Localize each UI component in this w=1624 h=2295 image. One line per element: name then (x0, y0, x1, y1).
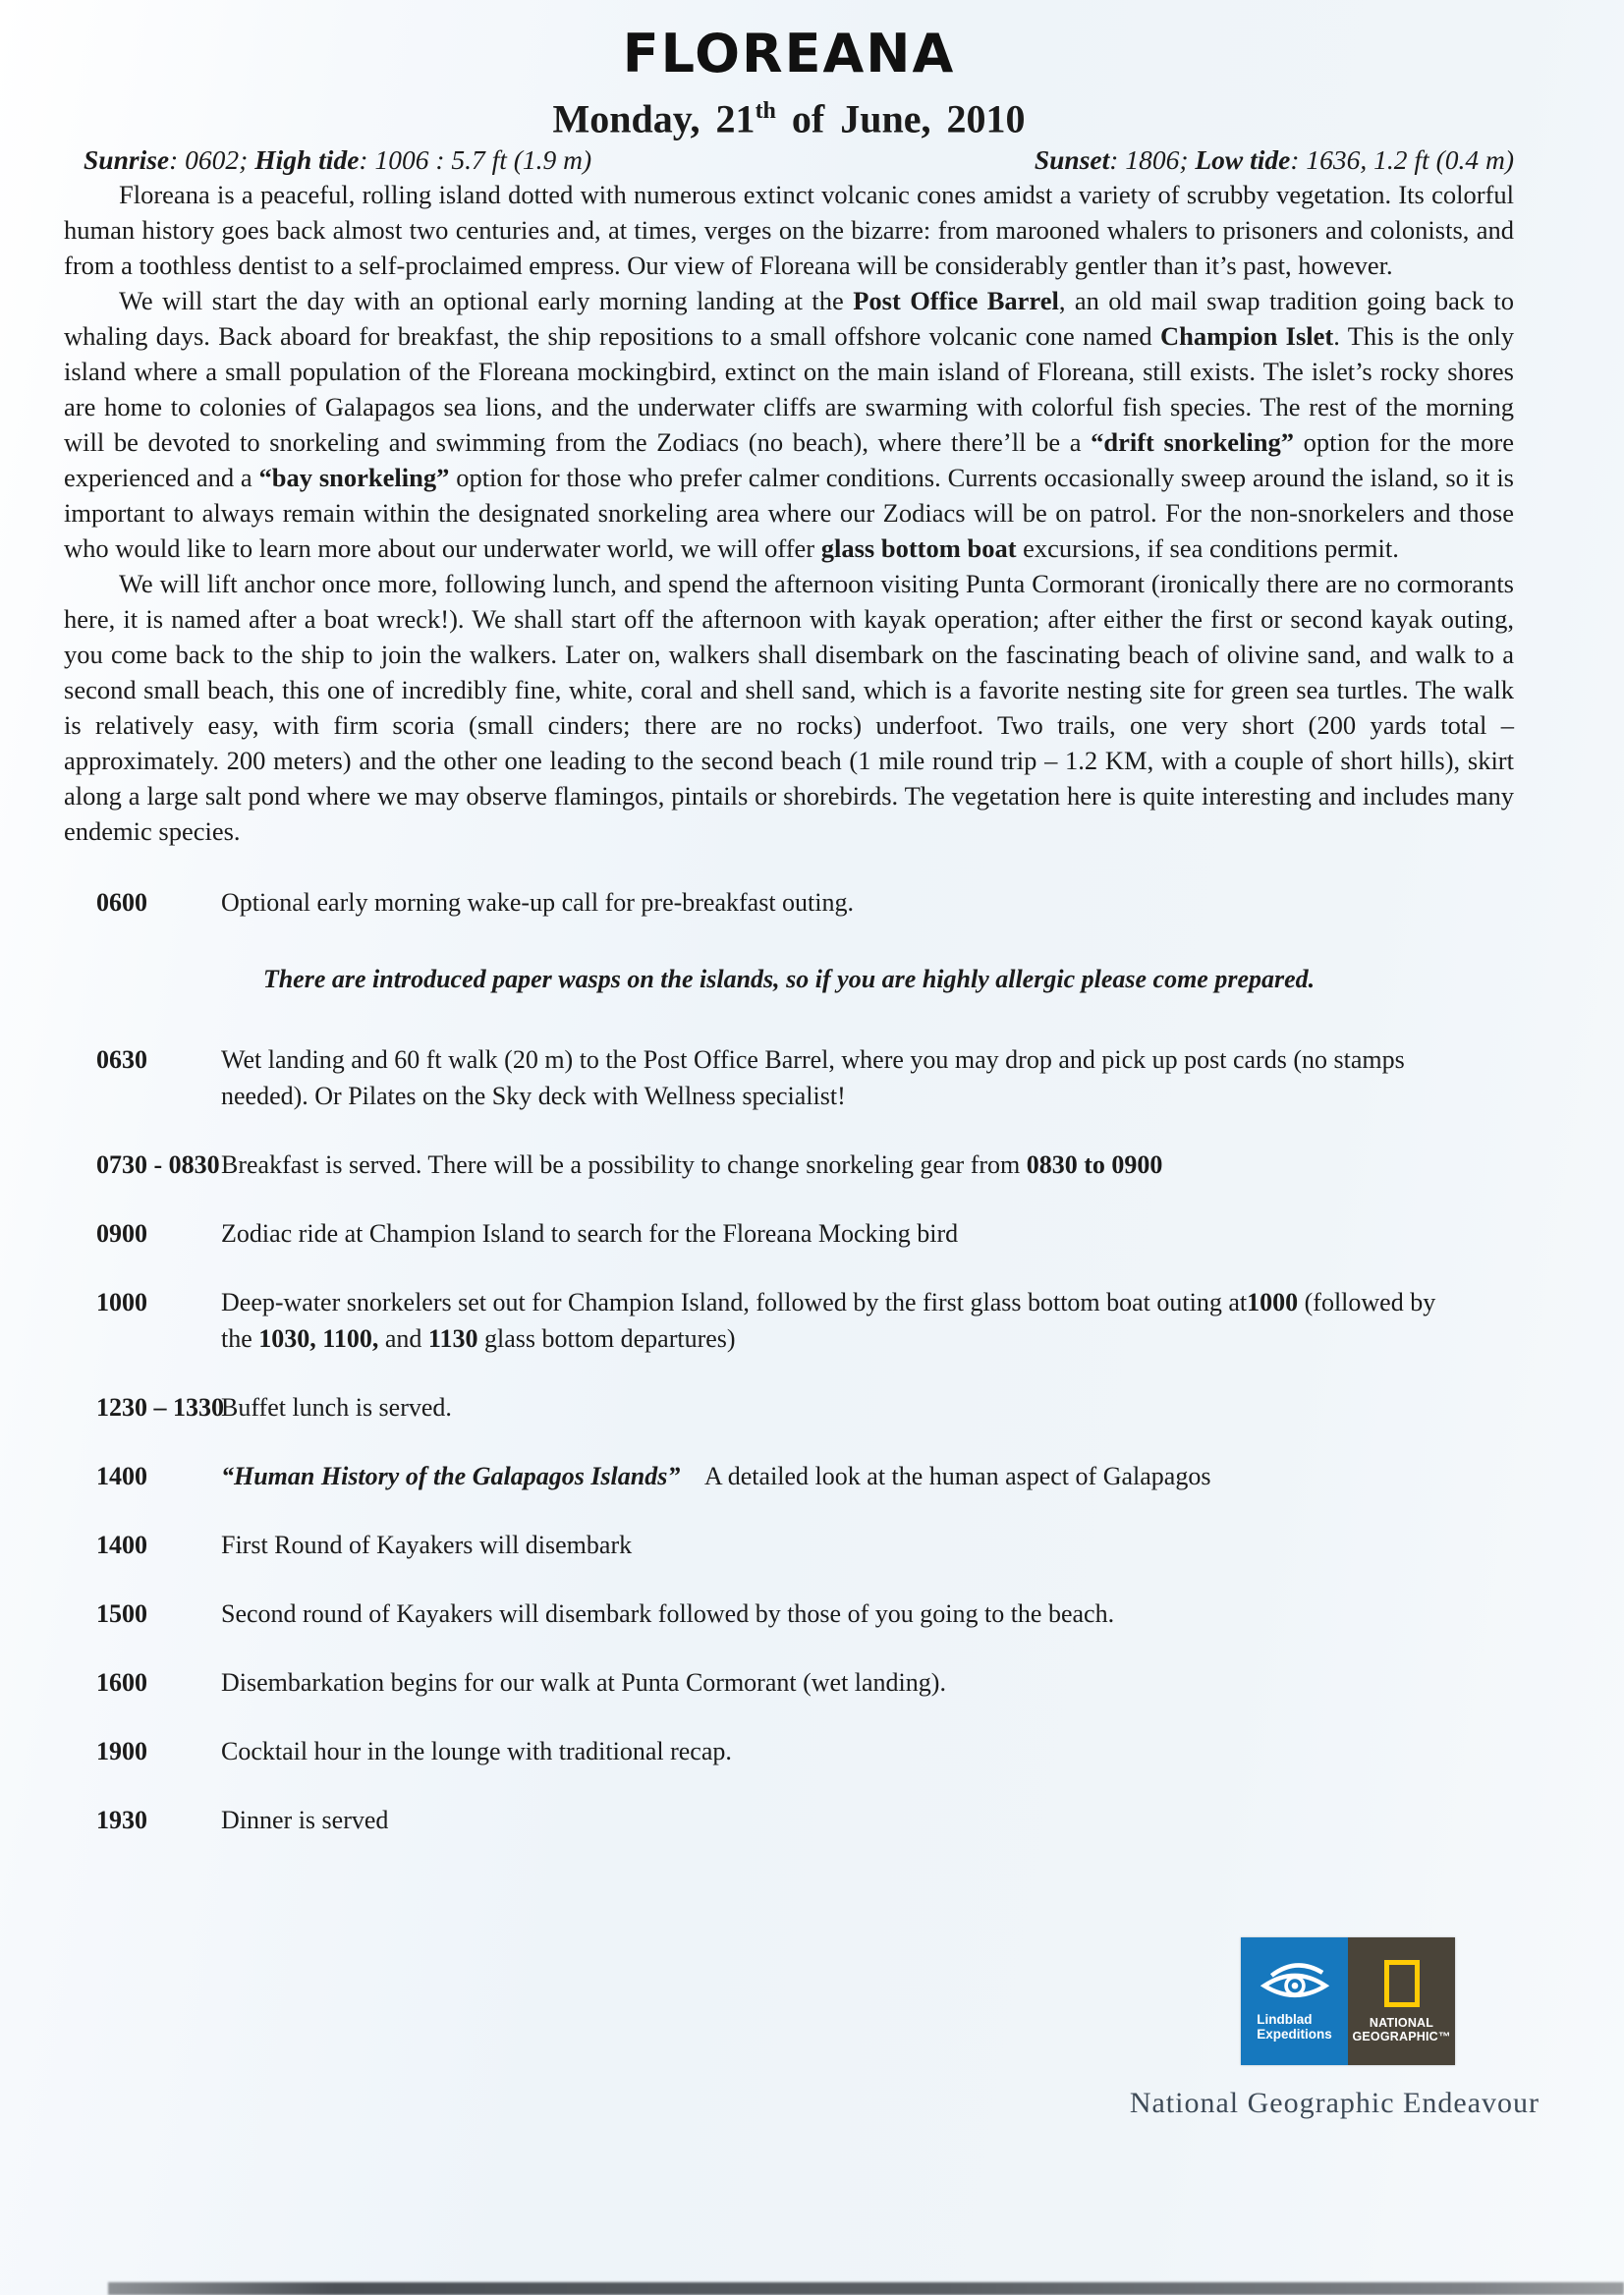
text-segment: A detailed look at the human aspect of Galapagos (680, 1462, 1211, 1491)
sunset-low-tide (1035, 143, 1514, 177)
scan-bottom-edge (108, 2282, 1624, 2295)
text-segment: option for the more experienced and a (64, 427, 1514, 493)
natgeo-yellow-frame-icon (1384, 1960, 1420, 2007)
text-segment: Zodiac ride at Champion Island to search for the Floreana Mocking bird (221, 1219, 959, 1249)
text-segment: 1000 (1247, 1288, 1299, 1317)
text-segment: Sunset (1034, 144, 1110, 176)
date-prefix: Monday, 21 (552, 96, 756, 141)
text-segment: Optional early morning wake-up call for pre-breakfast outing. (221, 888, 854, 918)
schedule-description (221, 884, 1444, 921)
text-segment: option for those who prefer calmer conditions. Currents occasionally sweep around the island, so it is important to always remain within the designated snorkeling area where our Zodiacs will be on patrol. For the non-snorkelers and those who would like to learn more about our underwater world, we will offer (64, 463, 1514, 564)
text-segment: glass bottom departures) (477, 1324, 736, 1354)
schedule-row (64, 1215, 1514, 1252)
schedule-description (221, 1527, 1444, 1563)
schedule-row (64, 1458, 1514, 1494)
schedule-time: 1900 (96, 1737, 147, 1766)
lindblad-wordmark: Lindblad Expeditions (1257, 2012, 1332, 2042)
schedule-description (221, 1389, 1444, 1426)
intro-paragraph-2 (64, 283, 1514, 566)
text-segment: Breakfast is served. There will be a possibility to change snorkeling gear from (221, 1150, 1027, 1180)
text-segment: Disembarkation begins for our walk at Punta Cormorant (wet landing). (221, 1668, 946, 1698)
schedule-time: 0900 (96, 1219, 147, 1249)
text-segment: Post Office Barrel (853, 286, 1059, 316)
text-segment: : 1636, 1.2 ft (0.4 m) (1290, 144, 1514, 176)
schedule-time: 1230 – 1330 (96, 1393, 224, 1423)
schedule-row (64, 1147, 1514, 1183)
date-ordinal: th (755, 98, 776, 124)
text-segment: “Human History of the Galapagos Islands” (221, 1462, 681, 1491)
footer (1066, 1937, 1540, 2120)
schedule-row (64, 1041, 1514, 1114)
text-segment: glass bottom boat (820, 533, 1017, 564)
schedule-description (221, 1664, 1444, 1701)
text-segment: : 1806; (1109, 144, 1196, 176)
text-segment: Sunrise (84, 144, 170, 176)
natgeo-wordmark: NATIONAL GEOGRAPHIC™ (1352, 2015, 1451, 2043)
national-geographic-logo (1348, 1937, 1455, 2065)
schedule-time: 1600 (96, 1668, 147, 1698)
text-segment: First Round of Kayakers will disembark (221, 1531, 633, 1560)
schedule-time: 0730 - 0830 (96, 1150, 220, 1180)
date-suffix: of June, 2010 (775, 96, 1026, 141)
text-segment: Low tide (1195, 144, 1291, 176)
lindblad-expeditions-logo (1241, 1937, 1348, 2065)
schedule-time: 0630 (96, 1045, 147, 1075)
logo-block (1241, 1937, 1455, 2065)
schedule-time: 1400 (96, 1531, 147, 1560)
text-segment: 0830 to 0900 (1026, 1150, 1163, 1180)
text-segment: Second round of Kayakers will disembark followed by those of you going to the beach. (221, 1599, 1115, 1629)
schedule-time: 0600 (96, 888, 147, 918)
text-segment: We will start the day with an optional early morning landing at the (119, 286, 854, 316)
schedule-description (221, 1147, 1444, 1183)
schedule-description (221, 1458, 1444, 1494)
text-segment: High tide (254, 144, 360, 176)
schedule-time: 1000 (96, 1288, 147, 1317)
schedule-row (64, 1733, 1514, 1769)
schedule-description (221, 1284, 1444, 1357)
page-title: FLOREANA (622, 23, 956, 84)
intro-paragraph-1 (64, 177, 1514, 283)
schedule-row (64, 1802, 1514, 1838)
schedule-note (64, 962, 1514, 997)
text-segment: “drift snorkeling” (1091, 427, 1295, 458)
sunrise-high-tide (84, 143, 591, 177)
text-segment: . This is the only island where a small population of the Floreana mockingbird, extinct on the main island of Floreana, still exists. The islet’s rocky shores are home to colonies of Galapagos sea lions, and the underwater cliffs are swarming with colorful fish species. The rest of the morning will be devoted to snorkeling and swimming from the Zodiacs (no beach), where there’ll be a (64, 321, 1515, 458)
text-segment: There are introduced paper wasps on the islands, so if you are highly allergic please come prepared. (262, 965, 1316, 994)
intro-paragraph-3 (64, 566, 1514, 849)
schedule-row (64, 1595, 1514, 1632)
text-segment: 1130 (427, 1324, 478, 1354)
schedule-description (221, 1733, 1444, 1769)
text-segment: “bay snorkeling” (258, 463, 450, 493)
text-segment: Wet landing and 60 ft walk (20 m) to the Post Office Barrel, where you may drop and pick up post cards (no stamps needed). Or Pilates on the Sky deck with Wellness specialist! (221, 1045, 1412, 1111)
sun-tide-info (64, 143, 1514, 177)
text-segment: Dinner is served (221, 1806, 389, 1835)
text-segment: Champion Islet (1160, 321, 1334, 352)
daily-schedule (64, 884, 1514, 1838)
schedule-time: 1930 (96, 1806, 147, 1835)
schedule-row (64, 1284, 1514, 1357)
schedule-description (221, 1041, 1444, 1114)
schedule-description (221, 1215, 1444, 1252)
text-segment: Buffet lunch is served. (221, 1393, 452, 1423)
schedule-description (221, 1802, 1444, 1838)
text-segment: Cocktail hour in the lounge with traditional recap. (221, 1737, 732, 1766)
ship-name: National Geographic Endeavour (1129, 2087, 1540, 2119)
lindblad-eye-icon (1259, 1961, 1331, 2006)
text-segment: Floreana is a peaceful, rolling island dotted with numerous extinct volcanic cones amidst a variety of scrubby vegetation. Its colorful human history goes back almost two centuries and, at times, verges on the bizarre: from marooned whalers to prisoners and colonists, and from a toothless dentist to a self-proclaimed empress. Our view of Floreana will be considerably gentler than it’s past, however. (64, 180, 1514, 281)
schedule-row (64, 1527, 1514, 1563)
text-segment: , an old mail swap tradition going back to whaling days. Back aboard for breakfast, the ship repositions to a small offshore volcanic cone named (64, 286, 1514, 352)
schedule-time: 1500 (96, 1599, 147, 1629)
schedule-time: 1400 (96, 1462, 147, 1491)
schedule-row (64, 884, 1514, 921)
text-segment: We will lift anchor once more, following lunch, and spend the afternoon visiting Punta Cormorant (ironically there are no cormorants here, it is named after a boat wreck!). We shall start off the afternoon with kayak operation; after either the first or second kayak outing, you come back to the ship to join the walkers. Later on, walkers shall disembark on the fascinating beach of olivine sand, and walk to a second small beach, this one of incredibly fine, white, coral and shell sand, which is a favorite nesting site for green sea turtles. The walk is relatively easy, with firm scoria (small cinders; there are no rocks) underfoot. Two trails, one very short (200 yards total – approximately. 200 meters) and the other one leading to the second beach (1 mile round trip – 1.2 KM, with a couple of short hills), skirt along a large salt pond where we may observe flamingos, pintails or shorebirds. The vegetation here is quite interesting and includes many endemic species. (64, 569, 1514, 847)
text-segment: excursions, if sea conditions permit. (1016, 533, 1399, 564)
text-segment: : 0602; (169, 144, 255, 176)
text-segment: and (378, 1324, 428, 1354)
text-segment: : 1006 : 5.7 ft (1.9 m) (359, 144, 592, 176)
schedule-row (64, 1389, 1514, 1426)
schedule-row (64, 1664, 1514, 1701)
text-segment: (followed by the (221, 1288, 1442, 1354)
text-segment: Deep-water snorkelers set out for Champion Island, followed by the first glass bottom boat outing at (221, 1288, 1248, 1317)
schedule-description (221, 1595, 1444, 1632)
text-segment: 1030, 1100, (258, 1324, 379, 1354)
date-heading (64, 86, 1514, 143)
